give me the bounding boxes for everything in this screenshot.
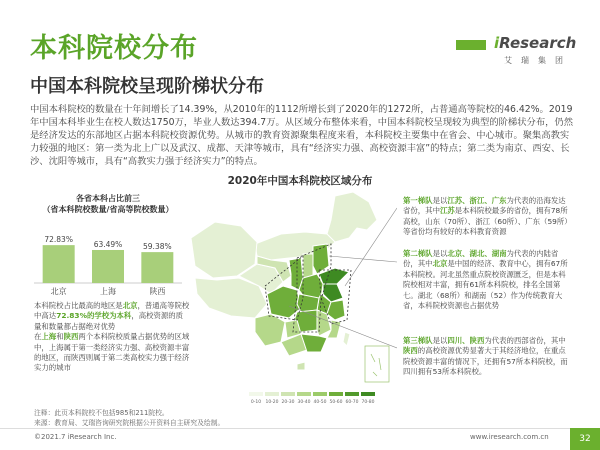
bar-category-label-0: 北京 xyxy=(50,287,67,296)
page-number: 32 xyxy=(570,428,600,450)
logo-sub: 艾瑞集团 xyxy=(504,56,572,65)
legend-label-3: 30-40 xyxy=(297,400,311,405)
left-annotation-p1: 本科院校占比最高的地区是北京，普通高等院校中高达72.83%的学校为本科，高校资源的质量和数量都占据绝对优势 xyxy=(34,301,190,331)
footer-divider xyxy=(0,428,600,429)
legend-swatch-7 xyxy=(361,392,375,396)
left-annotation-p2: 在上海和陕西两个本科院校质量占据优势的区域中，上海属于第一类经济实力强、高校资源丰富的地区，而陕西则属于第二类高校实力强于经济实力的城市 xyxy=(34,332,190,373)
map-hainan xyxy=(297,362,305,370)
map-taiwan xyxy=(343,332,350,346)
source-text: 来源：教育局、艾瑞咨询研究院根据公开资料自主研究及绘制。 xyxy=(34,419,225,427)
footer-copyright: ©2021.7 iResearch Inc. xyxy=(34,433,117,441)
legend-swatch-4 xyxy=(313,392,327,396)
bar-0 xyxy=(43,245,75,283)
legend-label-2: 20-30 xyxy=(281,400,295,405)
map-northeast xyxy=(327,192,377,242)
bar-category-label-1: 上海 xyxy=(100,287,116,296)
footer-url[interactable]: www.iresearch.com.cn xyxy=(470,433,549,441)
bar-category-label-2: 陕西 xyxy=(149,287,166,296)
bar-1 xyxy=(92,250,124,283)
tier1-annotation: 第一梯队是以江苏、浙江、广东为代表的沿海发达省份，其中江苏是本科院校最多的省份，拥有78所高校，山东（70所）、浙江（60所）、广东（59所）等省份均有较好的本科教育资源 xyxy=(403,196,568,237)
bar-2 xyxy=(141,252,173,283)
map-yunnan xyxy=(255,314,285,346)
legend-swatch-2 xyxy=(281,392,295,396)
bar-value-label-2: 59.38% xyxy=(143,242,172,252)
logo-name: Research xyxy=(499,34,577,52)
bar-chart xyxy=(34,193,182,299)
iresearch-logo xyxy=(494,34,577,68)
map-title: 2020年中国本科院校区域分布 xyxy=(227,175,373,187)
logo-i: i xyxy=(494,34,500,52)
legend-swatch-1 xyxy=(265,392,279,396)
leader-tier2 xyxy=(329,256,397,262)
notes xyxy=(34,408,224,428)
china-map xyxy=(185,186,397,396)
tier2-annotation: 第二梯队是以北京、湖北、湖南为代表的内陆省份，其中北京是中国的经济、教育中心，拥有67所本科院校。河北虽然重点院校资源匮乏，但是本科院校相对丰富，拥有61所本科院校，排名全国第七。湖北（68所）和湖南（52）作为传统教育大省，本科院校资源也占据优势 xyxy=(403,249,568,311)
left-annotation xyxy=(34,301,190,374)
note-text: 注释：此页本科院校不包括985和211院校。 xyxy=(34,409,169,417)
tier3-annotation: 第三梯队是以四川、陕西为代表的西部省份，其中陕西的高校资源优势显著大于其经济地位，在重点院校资源丰富的情况下，还拥有57所本科院校，而四川拥有53所本科院校。 xyxy=(403,336,568,377)
chart-title-sub: （省本科院校数量/省高等院校数量） xyxy=(42,205,174,214)
page-subtitle: 中国本科院校呈现阶梯状分布 xyxy=(30,76,264,97)
bar-value-label-1: 63.49% xyxy=(93,239,123,249)
map-xinjiang xyxy=(191,222,257,278)
chart-title xyxy=(34,193,182,215)
page-title: 本科院校分布 xyxy=(30,33,198,64)
legend-swatch-3 xyxy=(297,392,311,396)
bar-chart-svg xyxy=(34,217,182,299)
bar-value-label-0: 72.83% xyxy=(44,235,73,245)
logo-bar xyxy=(456,40,486,50)
map-legend xyxy=(248,392,388,406)
legend-swatch-5 xyxy=(329,392,343,396)
legend-label-5: 50-60 xyxy=(329,400,343,405)
legend-label-0: 0-10 xyxy=(250,400,262,405)
legend-swatch-0 xyxy=(249,392,263,396)
legend-label-6: 60-70 xyxy=(345,400,359,405)
legend-label-4: 40-50 xyxy=(313,400,327,405)
intro-paragraph: 中国本科院校的数量在十年间增长了14.39%，从2010年的1112所增长到了2020年的1272所，占普通高等院校的46.42%。2019年中国本科毕业生在校人数达1750万，毕业人数达394.7万。从区域分布整体来看，中国本科院校呈现较为典型的阶梯状分布，仍然是经济发达的东部地区占据本科院校资源优势。从城市的教育资源聚集程度来看，本科院校主要集中在省会、中心城市。聚集高教实力较强的地区：第一类为北上广以及武汉、成都、天津等城市，具有“经济实力强、高校资源丰富”的特点；第二类为南京、西安、长沙、沈阳等城市，具有“高教实力强于经济实力”的特点。 xyxy=(30,104,574,167)
legend-swatch-6 xyxy=(345,392,359,396)
map-shanxi xyxy=(303,254,313,278)
chart-title-main: 各省本科占比前三 xyxy=(76,194,140,203)
south-china-sea-inset xyxy=(365,346,389,382)
legend-label-7: 70-80 xyxy=(361,400,375,405)
legend-label-1: 10-20 xyxy=(265,400,279,405)
